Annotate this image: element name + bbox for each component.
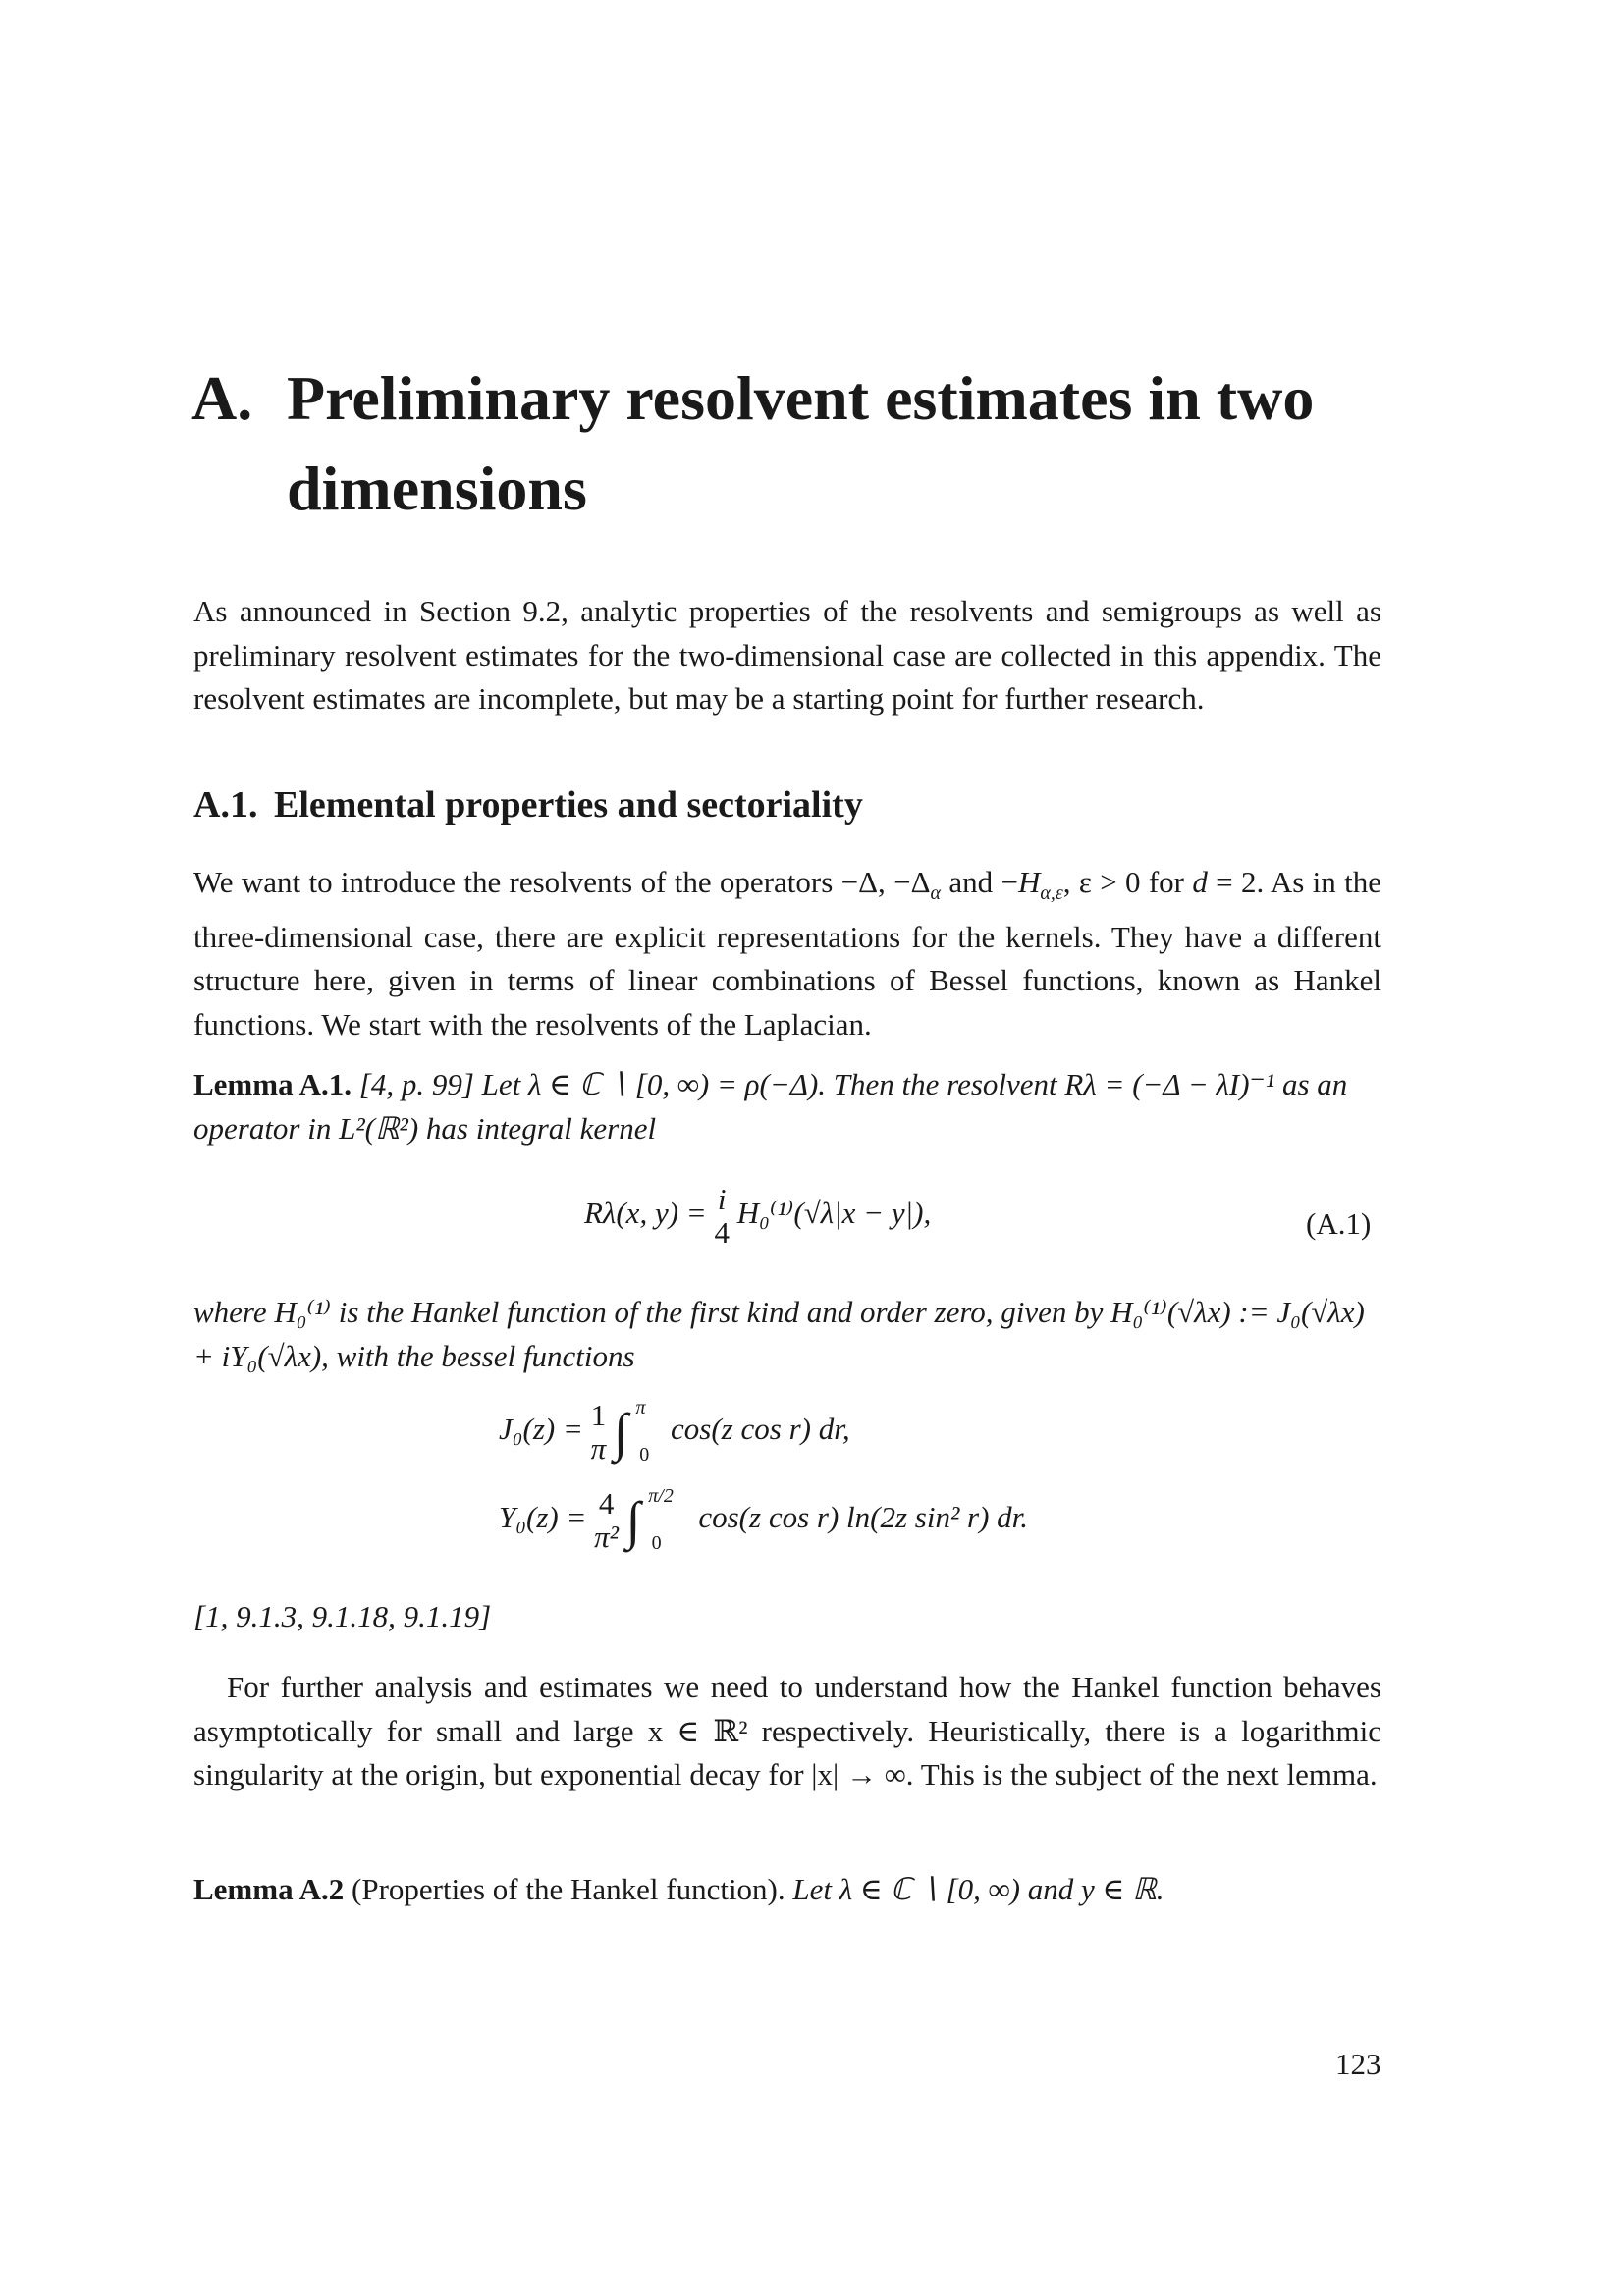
- lemma-a1: [193, 1063, 1381, 1150]
- chapter-title-text: Preliminary resolvent estimates in two dimensions: [287, 363, 1315, 523]
- equation-j0: [499, 1399, 850, 1466]
- para1-text-1: We want to introduce the resolvents of the operators −Δ, −Δ: [193, 865, 931, 899]
- lemma-a2-statement: Let λ ∈ ℂ ∖ [0, ∞) and y ∈ ℝ.: [792, 1872, 1164, 1906]
- j0-upper-limit: π: [635, 1397, 646, 1419]
- eq1-lhs: Rλ(x, y) =: [584, 1196, 707, 1231]
- y0-denominator: π²: [594, 1520, 619, 1554]
- page-number: 123: [1335, 2047, 1381, 2081]
- y0-lhs: Y₀(z) =: [499, 1500, 587, 1535]
- j0-denominator: π: [590, 1431, 607, 1466]
- lemma-a2-name: (Properties of the Hankel function).: [352, 1872, 785, 1906]
- lemma-a2-label: Lemma A.2: [193, 1872, 345, 1906]
- j0-integrand: cos(z cos r) dr,: [671, 1412, 850, 1447]
- eq1-denominator: 4: [714, 1215, 730, 1250]
- chapter-number: A.: [191, 363, 253, 433]
- equation-tag-a1: (A.1): [1306, 1206, 1372, 1241]
- paragraph-asymptotics: For further analysis and estimates we need to understand how the Hankel function behaves asymptotically for small and large x ∈ ℝ² respectively. Heuristically, there is a logarithmic singularity at the origin, but exponential decay for |x| → ∞. This is the subject of the next lemma.: [193, 1670, 1381, 1791]
- y0-fraction: [594, 1487, 619, 1554]
- lemma-a2: [193, 1868, 1381, 1912]
- lemma-a1-statement: [4, p. 99] Let λ ∈ ℂ ∖ [0, ∞) = ρ(−Δ). Then the resolvent Rλ = (−Δ − λI)⁻¹ as an operator in L²(ℝ²) has integral kernel: [193, 1067, 1348, 1146]
- section-heading: [193, 780, 863, 829]
- j0-numerator: 1: [590, 1398, 607, 1432]
- para1-text-4: = 2. As in the three-dimensional case, there are explicit representations for the kernels. They have a different structure here, given in terms of linear combinations of Bessel functions, known as Hankel functions. We start with the resolvents of the Laplacian.: [193, 865, 1381, 1041]
- y0-integrand: cos(z cos r) ln(2z sin² r) dr.: [698, 1500, 1029, 1535]
- j0-lower-limit: 0: [639, 1444, 650, 1467]
- section-number: A.1.: [193, 784, 258, 826]
- integral-sign-icon: ∫: [613, 1403, 628, 1462]
- j0-fraction: [591, 1399, 607, 1466]
- hankel-definition: where H₀⁽¹⁾ is the Hankel function of the first kind and order zero, given by H₀⁽¹⁾(√λx) := J₀(√λx) + iY₀(√λx), with the bessel functions: [193, 1295, 1365, 1373]
- paragraph-operators: We want to introduce the resolvents of the operators −Δ, $-\Delta_\alpha$ and $-H_{\alpha,\varepsilon}$, ε > 0 for d = 2. As in the three-dimensional case, there are explicit representations for the kernels. They have a different structure here, given in terms of linear combinations of Bessel functions, known as Hankel functions. We start with the resolvents of the Laplacian.: [193, 865, 1381, 1041]
- equation-a1: [584, 1183, 931, 1250]
- section-title: Elemental properties and sectoriality: [274, 784, 863, 826]
- intro-paragraph: As announced in Section 9.2, analytic properties of the resolvents and semigroups as well as preliminary resolvent estimates for the two-dimensional case are collected in this appendix. The resolvent estimates are incomplete, but may be a starting point for further research.: [193, 594, 1381, 716]
- integral-sign-icon: ∫: [625, 1491, 641, 1550]
- para1-text-2: and −: [941, 865, 1018, 899]
- para1-text-3: , ε > 0 for: [1062, 865, 1193, 899]
- y0-upper-limit: π/2: [648, 1485, 674, 1508]
- eq1-fraction: [714, 1183, 730, 1250]
- lemma-a1-label: Lemma A.1.: [193, 1067, 352, 1101]
- y0-numerator: 4: [598, 1486, 615, 1521]
- j0-lhs: J₀(z) =: [499, 1412, 583, 1447]
- equation-y0: [499, 1487, 1028, 1554]
- eq1-numerator: i: [717, 1182, 727, 1216]
- y0-lower-limit: 0: [651, 1532, 662, 1555]
- citation: [1, 9.1.3, 9.1.18, 9.1.19]: [193, 1599, 492, 1633]
- eq1-rhs: H₀⁽¹⁾(√λ|x − y|),: [736, 1196, 932, 1231]
